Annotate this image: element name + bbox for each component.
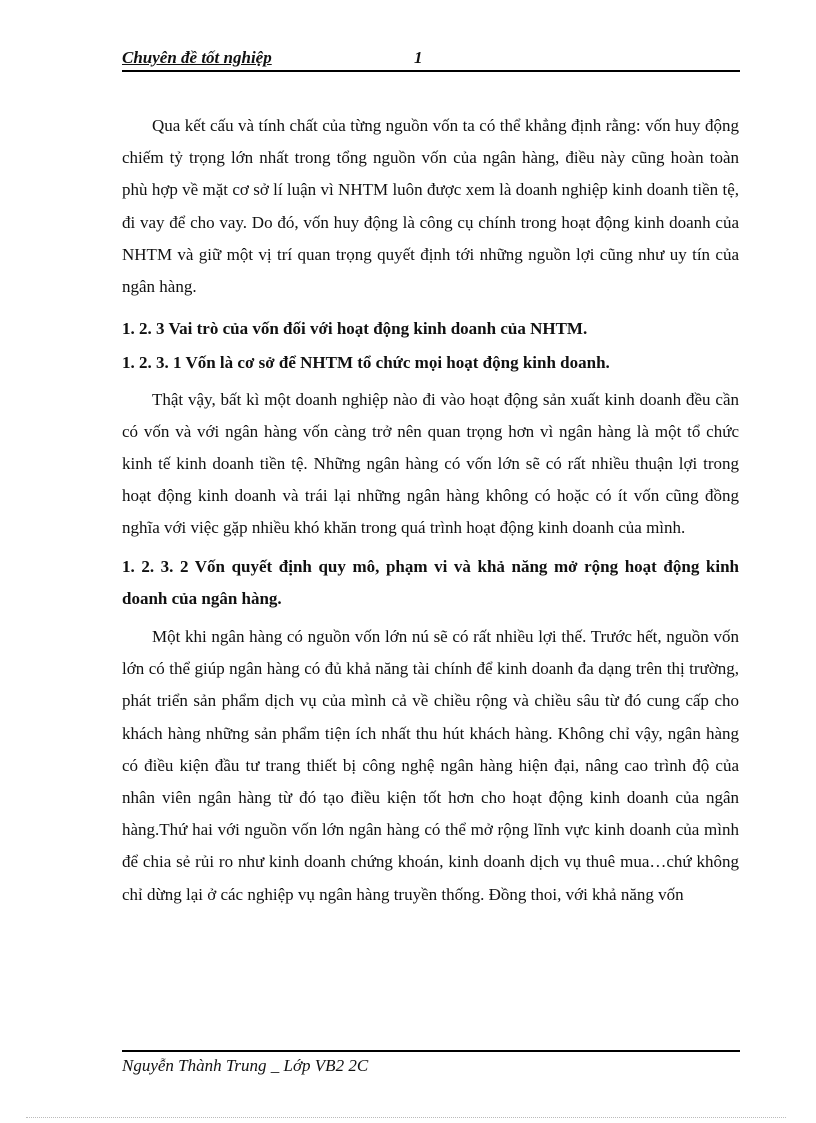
- page-footer: [122, 1050, 740, 1075]
- page-bottom-divider: [26, 1117, 786, 1118]
- paragraph-capital-basis: Thật vậy, bất kì một doanh nghiệp nào đi vào hoạt động sản xuất kinh doanh đều cần có vốn và với ngân hàng vốn càng trở nên quan trọng hơn vì ngân hàng là một tổ chức kinh tế kinh doanh tiền tệ. Những ngân hàng có vốn lớn sẽ có rất nhiều thuận lợi trong hoạt động kinh doanh và trái lại những ngân hàng không có hoặc có ít vốn cũng đồng nghĩa với việc gặp nhiều khó khăn trong quá trình hoạt động kinh doanh của mình.: [122, 389, 739, 538]
- paragraph-capital-scale: Một khi ngân hàng có nguồn vốn lớn nú sẽ có rất nhiều lợi thế. Trước hết, nguồn vốn lớn có thể giúp ngân hàng có đủ khả năng tài chính để kinh doanh đa dạng trên thị trường, phát triển sản phẩm dịch vụ của mình cả về chiều rộng và chiều sâu từ đó cung cấp cho khách hàng những sản phẩm tiện ích nhất thu hút khách hàng. Không chỉ vậy, ngân hàng có điều kiện đầu tư trang thiết bị công nghệ ngân hàng hiện đại, nâng cao trình độ của nhân viên ngân hàng từ đó tạo điều kiện tốt hơn cho hoạt động kinh doanh của ngân hàng.Thứ hai với nguồn vốn lớn ngân hàng có thể mở rộng lĩnh vực kinh doanh của mình để chia sẻ rủi ro như kinh doanh chứng khoán, kinh doanh dịch vụ thuê mua…chứ không chỉ dừng lại ở các nghiệp vụ ngân hàng truyền thống. Đồng thoi, với khả năng vốn: [122, 627, 739, 904]
- section-heading-1-2-3-2: 1. 2. 3. 2 Vốn quyết định quy mô, phạm vi và khả năng mở rộng hoạt động kinh doanh của ngân hàng.: [122, 556, 739, 608]
- footer-author: Nguyễn Thành Trung _ Lớp VB2 2C: [122, 1056, 369, 1075]
- section-heading-1-2-3-1: 1. 2. 3. 1 Vốn là cơ sở để NHTM tổ chức mọi hoạt động kinh doanh.: [122, 353, 610, 373]
- header-title: Chuyên đề tốt nghiệp: [122, 48, 272, 67]
- paragraph-capital-structure: Qua kết cấu và tính chất của từng nguồn vốn ta có thể khẳng định rằng: vốn huy động chiếm tỷ trọng lớn nhất trong tổng nguồn vốn của ngân hàng, điều này cũng hoàn toàn phù hợp về mặt cơ sở lí luận vì NHTM luôn được xem là doanh nghiệp kinh doanh tiền tệ, đi vay để cho vay. Do đó, vốn huy động là công cụ chính trong hoạt động kinh doanh của NHTM và giữ một vị trí quan trọng quyết định tới những nguồn lợi cũng như uy tín của ngân hàng.: [122, 116, 739, 297]
- document-body: [122, 110, 739, 911]
- section-heading-1-2-3: 1. 2. 3 Vai trò của vốn đối với hoạt động kinh doanh của NHTM.: [122, 319, 588, 339]
- page-number: 1: [414, 48, 423, 67]
- page-header: [122, 48, 740, 72]
